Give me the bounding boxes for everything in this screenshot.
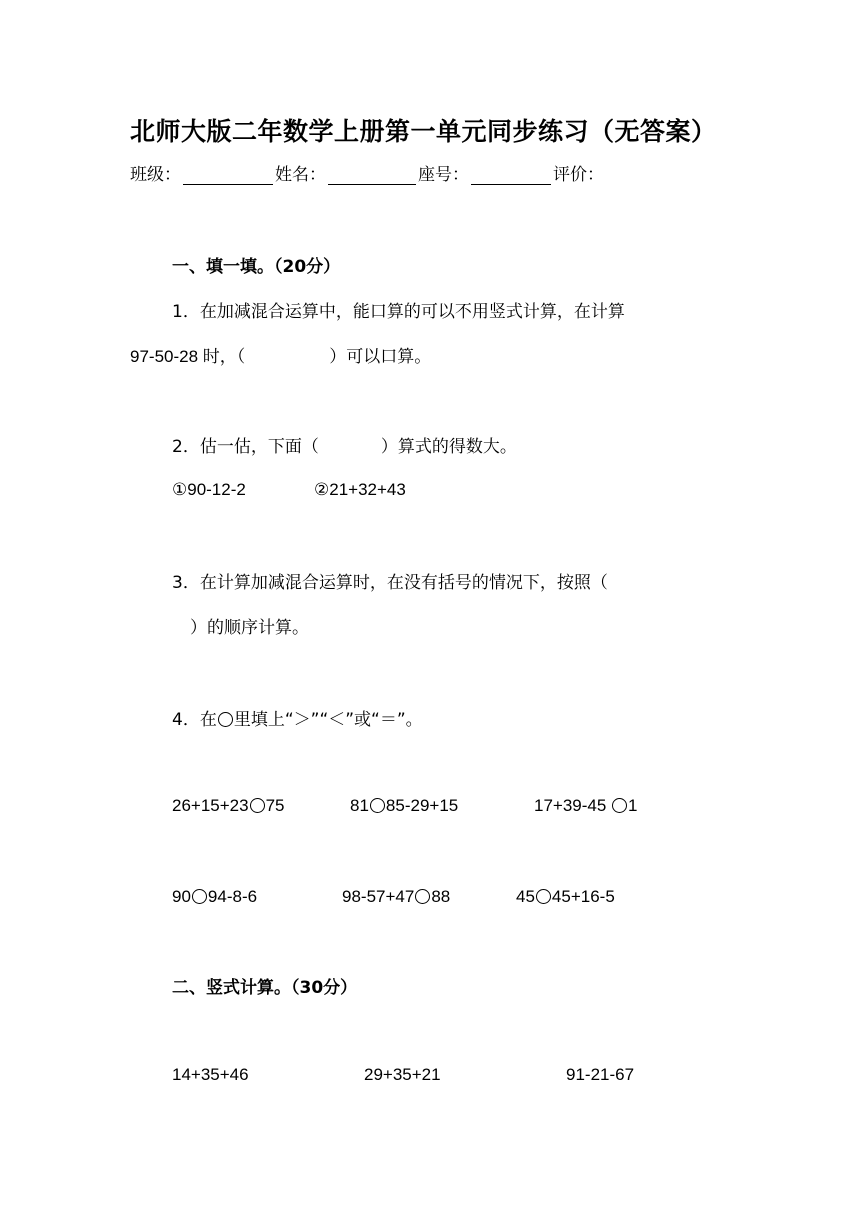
compare-right: 85-29+15: [385, 796, 459, 815]
q1-line2: [130, 342, 431, 367]
q1-line2-start: 97-50-28 时，（: [130, 347, 246, 366]
section-2-heading: 二、竖式计算。（30分）: [172, 978, 358, 998]
student-info-line: [130, 160, 604, 185]
compare-circle[interactable]: [415, 889, 430, 904]
q4-end: 里填上“＞”“＜”或“＝”。: [233, 710, 423, 730]
compare-left: 90: [172, 887, 191, 906]
q4-start: 4．在: [172, 710, 217, 730]
page-title: 北师大版二年数学上册第一单元同步练习（无答案）: [130, 117, 717, 146]
section-1-heading: 一、填一填。（20分）: [172, 257, 341, 277]
compare-item: [350, 796, 458, 816]
q2-option-1: ①90-12-2: [172, 480, 246, 499]
q2-option-2: ②21+32+43: [314, 480, 406, 499]
seat-blank[interactable]: [471, 166, 551, 185]
compare-item: [342, 887, 450, 907]
compare-right: 75: [265, 796, 285, 815]
seat-label: 座号：: [418, 165, 469, 185]
compare-right: 1: [628, 796, 638, 815]
vertical-calc-problem: 29+35+21: [364, 1065, 441, 1084]
compare-right: 88: [431, 887, 451, 906]
compare-left: 98-57+47: [342, 887, 415, 906]
compare-item: [516, 887, 615, 907]
compare-item: [534, 796, 638, 816]
name-label: 姓名：: [275, 165, 326, 185]
rating-label: 评价：: [553, 165, 604, 185]
compare-circle[interactable]: [370, 798, 385, 813]
q3-line1: 3．在计算加减混合运算时，在没有括号的情况下，按照（: [172, 573, 608, 593]
q1-line1: 1．在加减混合运算中，能口算的可以不用竖式计算，在计算: [172, 302, 625, 322]
q2-start: 2．估一估，下面（: [172, 437, 319, 457]
class-label: 班级：: [130, 165, 181, 185]
vertical-calc-problem: 14+35+46: [172, 1065, 249, 1084]
q3-line2: ）的顺序计算。: [190, 618, 309, 638]
compare-left: 17+39-45: [534, 796, 612, 815]
name-blank[interactable]: [328, 166, 416, 185]
compare-right: 45+16-5: [551, 887, 615, 906]
compare-circle[interactable]: [192, 889, 207, 904]
compare-item: [172, 887, 257, 907]
compare-left: 45: [516, 887, 535, 906]
compare-item: [172, 796, 285, 816]
circle-icon: [218, 712, 233, 727]
q4-instruction: [172, 705, 423, 730]
q2-line: [172, 432, 517, 457]
q1-line2-end: ）可以口算。: [329, 347, 432, 367]
compare-right: 94-8-6: [207, 887, 258, 906]
compare-left: 26+15+23: [172, 796, 249, 815]
compare-circle[interactable]: [250, 798, 265, 813]
compare-circle[interactable]: [612, 798, 627, 813]
compare-left: 81: [350, 796, 369, 815]
vertical-calc-problem: 91-21-67: [566, 1065, 635, 1084]
class-blank[interactable]: [183, 166, 273, 185]
q2-end: ）算式的得数大。: [380, 437, 517, 457]
compare-circle[interactable]: [536, 889, 551, 904]
